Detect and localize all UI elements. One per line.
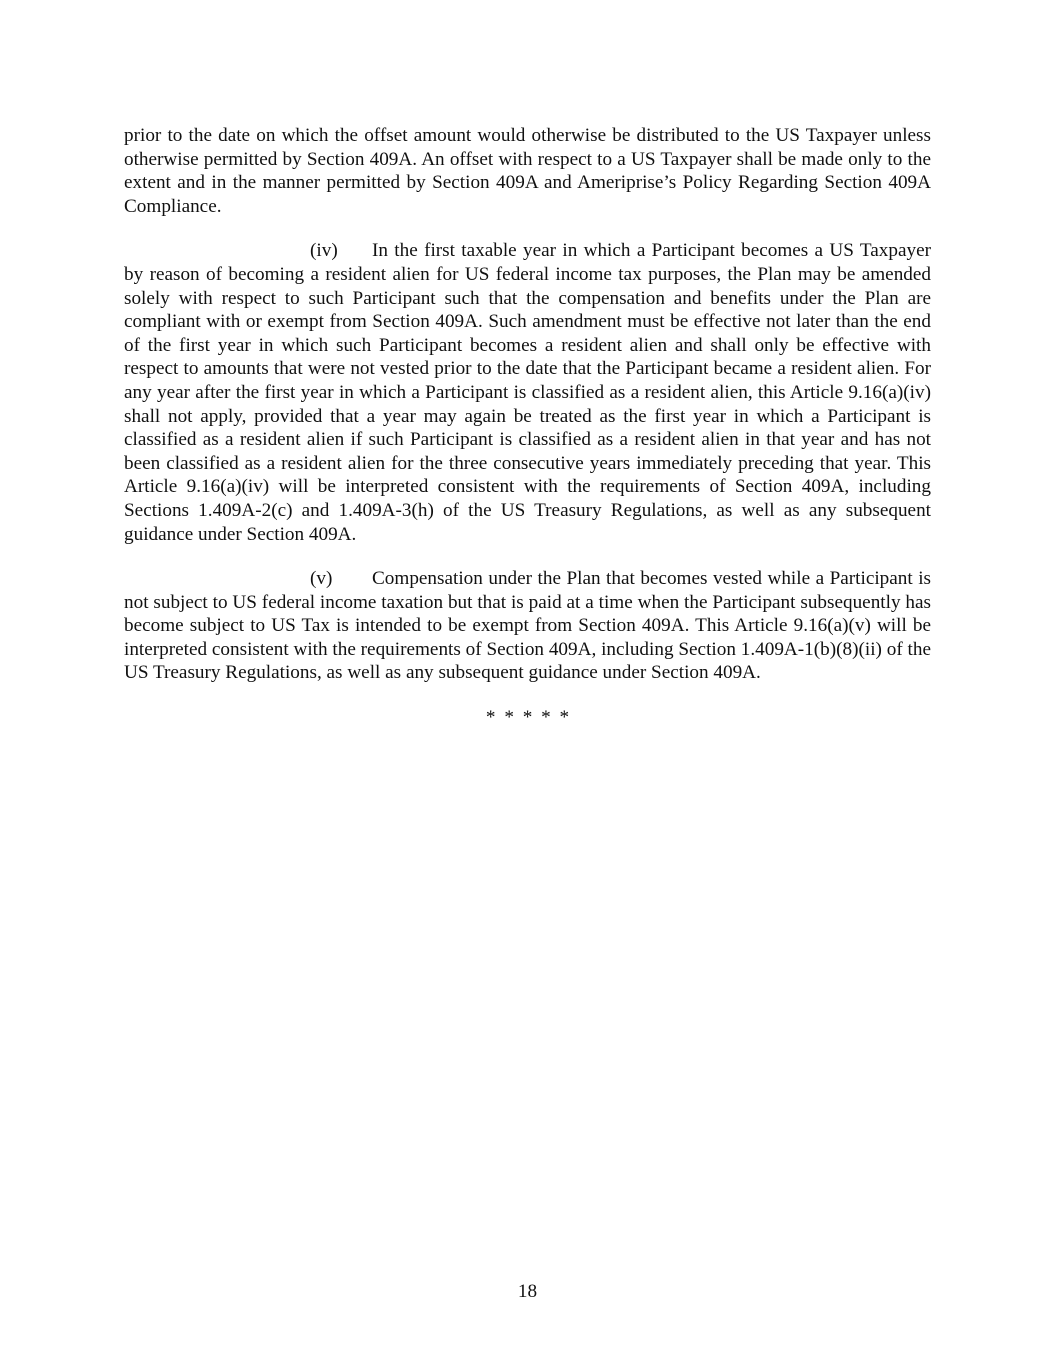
document-page	[124, 124, 931, 730]
paragraph-marker: (iv)	[310, 240, 338, 262]
paragraph-text: prior to the date on which the offset amount would otherwise be distributed to the US Taxpayer unless otherwise permitted by Section 409A. An offset with respect to a US Taxpayer shall be made only to the extent and in the manner permitted by Section 409A and Ameriprise’s Policy Regarding Section 409A Compliance.	[124, 125, 931, 217]
page-number: 18	[517, 1281, 538, 1302]
paragraph-iv	[124, 239, 931, 546]
paragraph-text: Compensation under the Plan that becomes vested while a Participant is not subject to US federal income taxation but that is paid at a time when the Participant subsequently has become subject to US Tax is intended to be exempt from Section 409A. This Article 9.16(a)(v) will be interpreted consistent with the requirements of Section 409A, including Section 1.409A-1(b)(8)(ii) of the US Treasury Regulations, as well as any subsequent guidance under Section 409A.	[124, 568, 931, 684]
section-separator: * * * * *	[485, 707, 570, 729]
paragraph-v	[124, 567, 931, 685]
paragraph-marker: (v)	[310, 568, 333, 590]
paragraph-continuation	[124, 124, 931, 218]
paragraph-text: In the first taxable year in which a Participant becomes a US Taxpayer by reason of becoming a resident alien for US federal income tax purposes, the Plan may be amended solely with respect to such Participant such that the compensation and benefits under the Plan are compliant with or exempt from Section 409A. Such amendment must be effective not later than the end of the first year in which such Participant becomes a resident alien and shall only be effective with respect to amounts that were not vested prior to the date that the Participant became a resident alien. For any year after the first year in which a Participant is classified as a resident alien, this Article 9.16(a)(iv) shall not apply, provided that a year may again be treated as the first year in which a Participant is classified as a resident alien if such Participant is classified as a resident alien in that year and has not been classified as a resident alien for the three consecutive years immediately preceding that year. This Article 9.16(a)(iv) will be interpreted consistent with the requirements of Section 409A, including Sections 1.409A-2(c) and 1.409A-3(h) of the US Treasury Regulations, as well as any subsequent guidance under Section 409A.	[124, 240, 931, 545]
